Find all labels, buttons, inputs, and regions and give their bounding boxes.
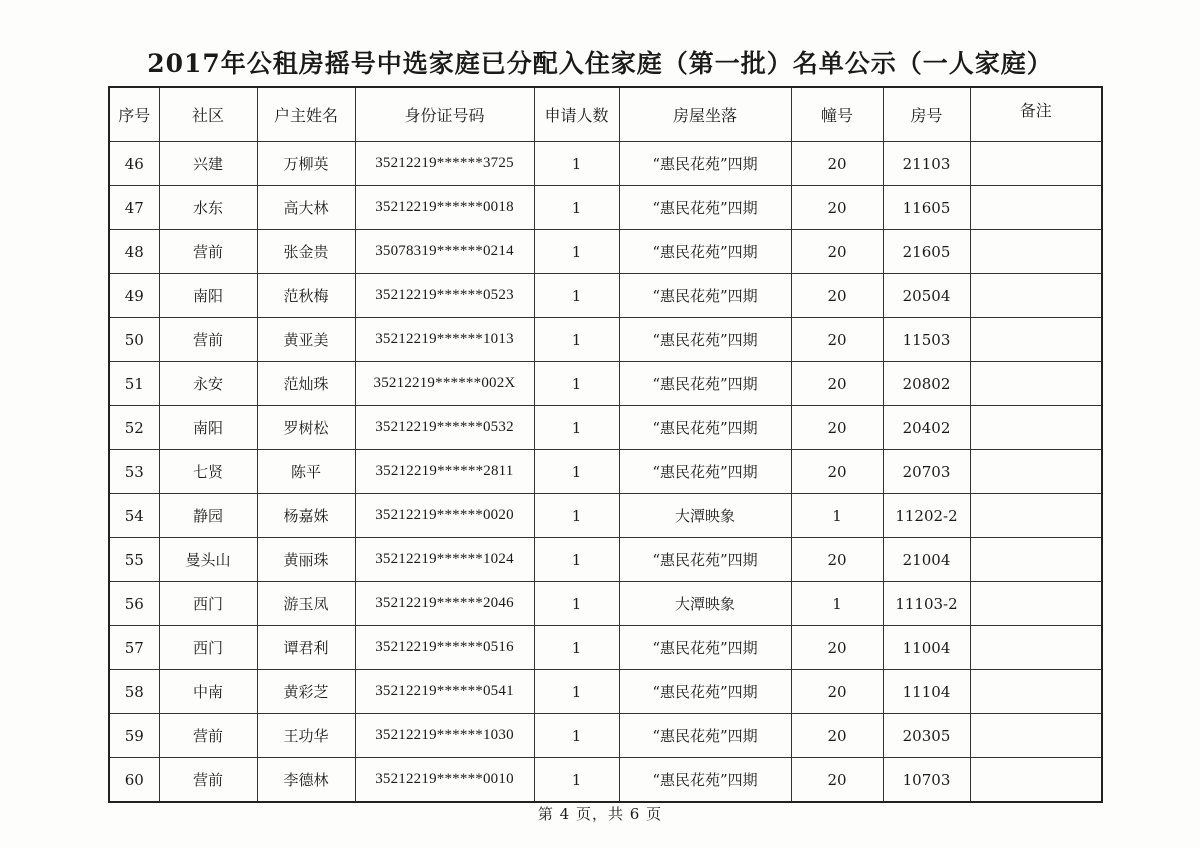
seq-cell: 55 [109,538,159,582]
location-cell: “惠民花苑”四期 [619,186,791,230]
householder-cell: 罗树松 [257,406,355,450]
building-cell: 20 [791,758,883,803]
community-cell: 七贤 [159,450,257,494]
location-cell: “惠民花苑”四期 [619,758,791,803]
notes-cell [970,450,1102,494]
table-row [109,758,1102,803]
notes-cell [970,230,1102,274]
notes-cell [970,626,1102,670]
header-row [109,87,1102,142]
householder-cell: 李德林 [257,758,355,803]
table-row [109,274,1102,318]
table-row [109,186,1102,230]
householder-cell: 王功华 [257,714,355,758]
building-cell: 20 [791,670,883,714]
table-row [109,626,1102,670]
id-number-cell: 35078319******0214 [355,230,534,274]
table-row [109,230,1102,274]
id-number-cell: 35212219******0523 [355,274,534,318]
building-cell: 20 [791,186,883,230]
building-cell: 20 [791,406,883,450]
header-building: 幢号 [791,87,883,142]
community-cell: 营前 [159,758,257,803]
room-cell: 11104 [883,670,970,714]
householder-cell: 范灿珠 [257,362,355,406]
notes-cell [970,186,1102,230]
applicants-cell: 1 [534,142,619,186]
location-cell: 大潭映象 [619,494,791,538]
notes-cell [970,274,1102,318]
seq-cell: 51 [109,362,159,406]
building-cell: 20 [791,142,883,186]
notes-cell [970,318,1102,362]
id-number-cell: 35212219******0010 [355,758,534,803]
community-cell: 南阳 [159,406,257,450]
room-cell: 11004 [883,626,970,670]
community-cell: 兴建 [159,142,257,186]
householder-cell: 张金贵 [257,230,355,274]
seq-cell: 56 [109,582,159,626]
header-room: 房号 [883,87,970,142]
community-cell: 静园 [159,494,257,538]
applicants-cell: 1 [534,186,619,230]
room-cell: 20504 [883,274,970,318]
householder-cell: 游玉凤 [257,582,355,626]
notes-cell [970,142,1102,186]
table-row [109,142,1102,186]
seq-cell: 47 [109,186,159,230]
community-cell: 永安 [159,362,257,406]
building-cell: 20 [791,230,883,274]
room-cell: 11605 [883,186,970,230]
community-cell: 营前 [159,318,257,362]
seq-cell: 53 [109,450,159,494]
building-cell: 20 [791,538,883,582]
community-cell: 西门 [159,626,257,670]
header-notes: 备注 [970,87,1102,142]
notes-cell [970,362,1102,406]
id-number-cell: 35212219******1013 [355,318,534,362]
householder-cell: 谭君利 [257,626,355,670]
community-cell: 水东 [159,186,257,230]
notes-cell [970,582,1102,626]
building-cell: 1 [791,582,883,626]
room-cell: 20305 [883,714,970,758]
applicants-cell: 1 [534,538,619,582]
table-row [109,406,1102,450]
householder-cell: 黄彩芝 [257,670,355,714]
seq-cell: 58 [109,670,159,714]
community-cell: 中南 [159,670,257,714]
building-cell: 20 [791,318,883,362]
notes-cell [970,494,1102,538]
seq-cell: 48 [109,230,159,274]
room-cell: 20703 [883,450,970,494]
id-number-cell: 35212219******2046 [355,582,534,626]
notes-cell [970,758,1102,803]
building-cell: 20 [791,362,883,406]
roster-table [108,86,1103,803]
room-cell: 10703 [883,758,970,803]
applicants-cell: 1 [534,362,619,406]
applicants-cell: 1 [534,494,619,538]
building-cell: 20 [791,450,883,494]
seq-cell: 57 [109,626,159,670]
id-number-cell: 35212219******2811 [355,450,534,494]
id-number-cell: 35212219******0516 [355,626,534,670]
building-cell: 1 [791,494,883,538]
room-cell: 11202-2 [883,494,970,538]
location-cell: “惠民花苑”四期 [619,362,791,406]
header-id-number: 身份证号码 [355,87,534,142]
householder-cell: 万柳英 [257,142,355,186]
notes-cell [970,406,1102,450]
header-applicants: 申请人数 [534,87,619,142]
table-row [109,450,1102,494]
id-number-cell: 35212219******002X [355,362,534,406]
householder-cell: 黄丽珠 [257,538,355,582]
location-cell: “惠民花苑”四期 [619,626,791,670]
room-cell: 21103 [883,142,970,186]
table-row [109,362,1102,406]
id-number-cell: 35212219******1024 [355,538,534,582]
notes-cell [970,670,1102,714]
applicants-cell: 1 [534,670,619,714]
table-row [109,714,1102,758]
id-number-cell: 35212219******0018 [355,186,534,230]
householder-cell: 高大林 [257,186,355,230]
header-location: 房屋坐落 [619,87,791,142]
table-row [109,494,1102,538]
applicants-cell: 1 [534,758,619,803]
location-cell: 大潭映象 [619,582,791,626]
seq-cell: 59 [109,714,159,758]
id-number-cell: 35212219******0541 [355,670,534,714]
applicants-cell: 1 [534,714,619,758]
seq-cell: 54 [109,494,159,538]
room-cell: 11503 [883,318,970,362]
location-cell: “惠民花苑”四期 [619,274,791,318]
room-cell: 20802 [883,362,970,406]
community-cell: 营前 [159,230,257,274]
location-cell: “惠民花苑”四期 [619,450,791,494]
applicants-cell: 1 [534,274,619,318]
building-cell: 20 [791,714,883,758]
community-cell: 营前 [159,714,257,758]
location-cell: “惠民花苑”四期 [619,318,791,362]
householder-cell: 范秋梅 [257,274,355,318]
room-cell: 21004 [883,538,970,582]
location-cell: “惠民花苑”四期 [619,142,791,186]
seq-cell: 50 [109,318,159,362]
seq-cell: 60 [109,758,159,803]
table-row [109,318,1102,362]
id-number-cell: 35212219******3725 [355,142,534,186]
location-cell: “惠民花苑”四期 [619,714,791,758]
id-number-cell: 35212219******1030 [355,714,534,758]
householder-cell: 黄亚美 [257,318,355,362]
notes-cell [970,714,1102,758]
community-cell: 曼头山 [159,538,257,582]
applicants-cell: 1 [534,406,619,450]
table-row [109,538,1102,582]
seq-cell: 49 [109,274,159,318]
applicants-cell: 1 [534,230,619,274]
notes-cell [970,538,1102,582]
householder-cell: 杨嘉姝 [257,494,355,538]
applicants-cell: 1 [534,318,619,362]
table-row [109,582,1102,626]
community-cell: 西门 [159,582,257,626]
applicants-cell: 1 [534,582,619,626]
seq-cell: 52 [109,406,159,450]
id-number-cell: 35212219******0532 [355,406,534,450]
building-cell: 20 [791,626,883,670]
document-title: 2017年公租房摇号中选家庭已分配入住家庭（第一批）名单公示（一人家庭） [147,49,1053,78]
header-seq: 序号 [109,87,159,142]
header-householder: 户主姓名 [257,87,355,142]
applicants-cell: 1 [534,626,619,670]
table-row [109,670,1102,714]
id-number-cell: 35212219******0020 [355,494,534,538]
room-cell: 20402 [883,406,970,450]
building-cell: 20 [791,274,883,318]
householder-cell: 陈平 [257,450,355,494]
page-footer: 第 4 页，共 6 页 [537,805,663,823]
location-cell: “惠民花苑”四期 [619,230,791,274]
seq-cell: 46 [109,142,159,186]
room-cell: 11103-2 [883,582,970,626]
location-cell: “惠民花苑”四期 [619,538,791,582]
header-community: 社区 [159,87,257,142]
applicants-cell: 1 [534,450,619,494]
room-cell: 21605 [883,230,970,274]
location-cell: “惠民花苑”四期 [619,406,791,450]
community-cell: 南阳 [159,274,257,318]
location-cell: “惠民花苑”四期 [619,670,791,714]
